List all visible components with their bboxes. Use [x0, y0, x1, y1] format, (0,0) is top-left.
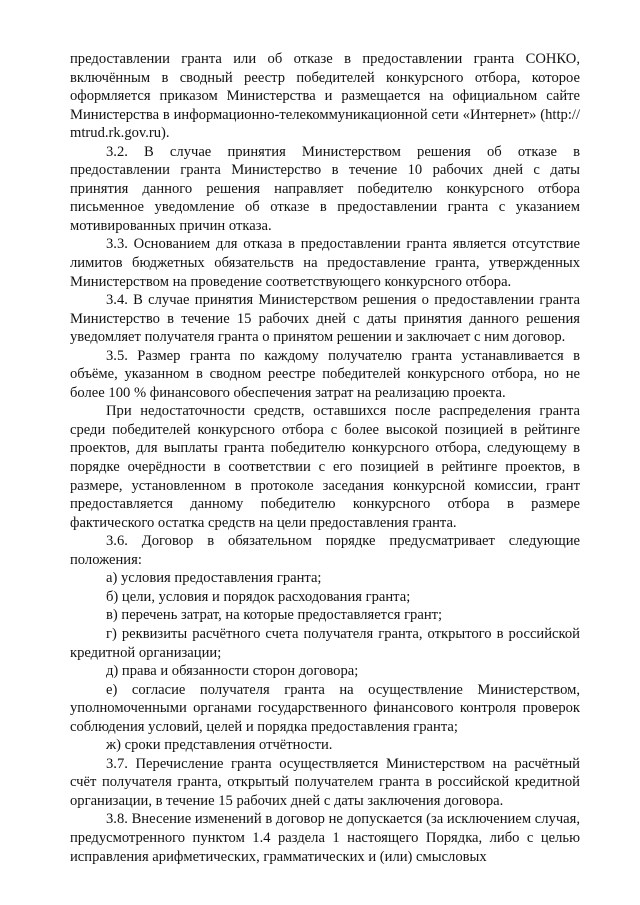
list-item-a: а) условия предоставления гранта; — [106, 570, 322, 587]
list-item-d: д) права и обязанности сторон договора; — [106, 663, 359, 680]
list-item-zh: ж) сроки представления отчётности. — [106, 737, 333, 754]
list-item-g: г) реквизиты расчётного счета получателя гранта, открытого в российской кредитной организации; — [70, 625, 580, 661]
document-page — [70, 50, 580, 866]
paragraph-3-4: 3.4. В случае принятия Министерством решения о предоставлении гранта Министерство в течение 15 рабочих дней с даты принятия данного решения уведомляет получателя гранта о принятом решении и заключает с ним договор. — [70, 292, 580, 346]
list-item-v: в) перечень затрат, на которые предоставляется грант; — [106, 607, 443, 624]
paragraph-3-3: 3.3. Основанием для отказа в предоставлении гранта является отсутствие лимитов бюджетных обязательств на предоставление гранта, утвержденных Министерством на проведение соответствующего конкурсного отбора. — [70, 236, 580, 290]
paragraph-3-5: 3.5. Размер гранта по каждому получателю гранта устанавливается в объёме, указанном в сводном реестре победителей конкурсного отбора, но не более 100 % финансового обеспечения затрат на реализацию проекта. — [70, 347, 580, 401]
paragraph-3-6: 3.6. Договор в обязательном порядке предусматривает следующие положения: — [70, 533, 580, 568]
list-item-e: е) согласие получателя гранта на осуществление Министерством, уполномоченными органами государственного финансового контроля проверок соблюдения условий, целей и порядка предоставления гранта; — [70, 681, 580, 735]
list-item-b: б) цели, условия и порядок расходования гранта; — [106, 588, 411, 605]
paragraph-grant-decision: предоставлении гранта или об отказе в предоставлении гранта СОНКО, включённым в сводный реестр победителей конкурсного отбора, которое оформляется приказом Министерства и размещается на официальном сайте Министерства в информационно-телекоммуникационной сети «Интернет» (http:// mtrud.rk.gov.ru). — [70, 51, 580, 142]
paragraph-insufficient-funds: При недостаточности средств, оставшихся после распределения гранта среди победителей конкурсного отбора с более высокой позицией в рейтинге проектов, для выплаты гранта победителю конкурсного отбора, следующему в порядке очерёдности в соответствии с его позицией в рейтинге проектов, в размере, установленном в протоколе заседания конкурсной комиссии, грант предоставляется данному победителю конкурсного отбора в размере фактического остатка средств на цели предоставления гранта. — [70, 403, 580, 531]
paragraph-3-8: 3.8. Внесение изменений в договор не допускается (за исключением случая, предусмотренного пунктом 1.4 раздела 1 настоящего Порядка, либо с целью исправления арифметических, грамматических и (или) смысловых — [70, 811, 580, 865]
paragraph-3-7: 3.7. Перечисление гранта осуществляется Министерством на расчётный счёт получателя гранта, открытый получателем гранта в российской кредитной организации, в течение 15 рабочих дней с даты заключения договора. — [70, 755, 580, 809]
paragraph-3-2: 3.2. В случае принятия Министерством решения об отказе в предоставлении гранта Министерство в течение 10 рабочих дней с даты принятия данного решения направляет победителю конкурсного отбора письменное уведомление об отказе в предоставлении гранта с указанием мотивированных причин отказа. — [70, 143, 580, 234]
